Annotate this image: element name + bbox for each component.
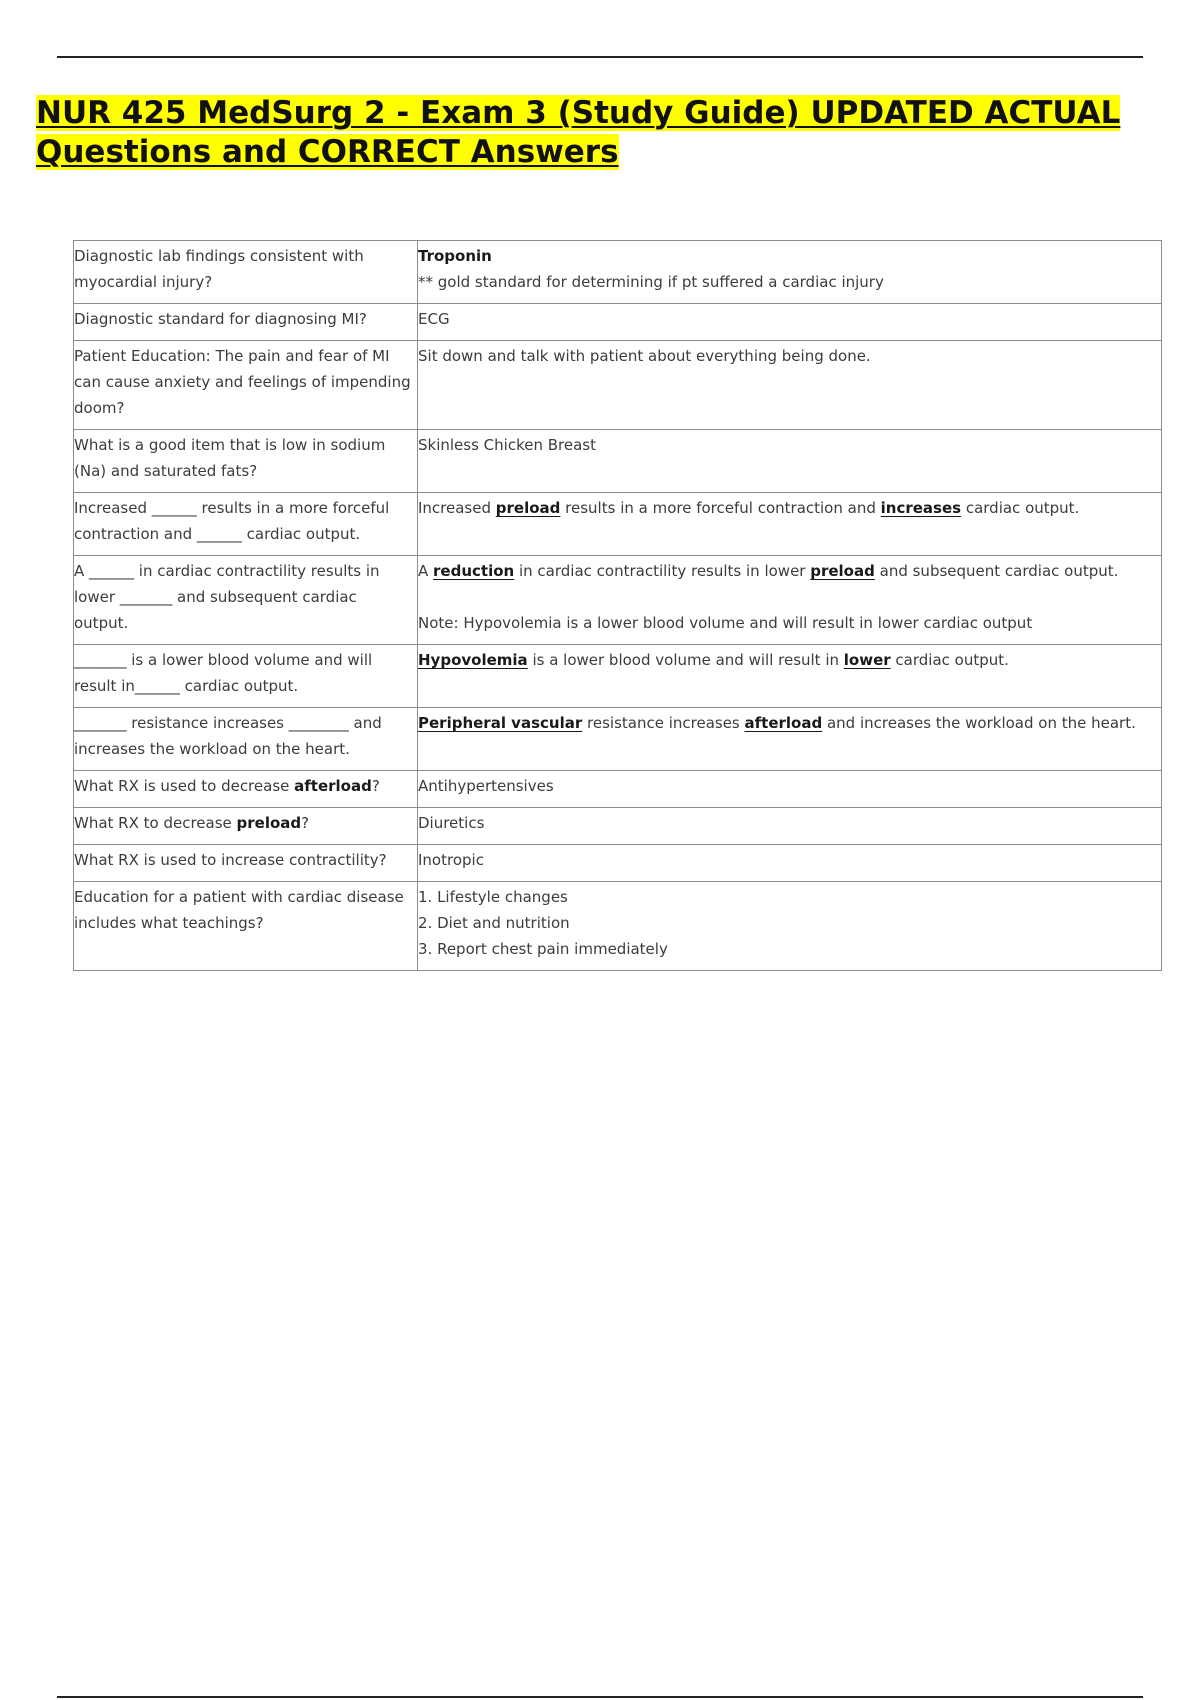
- answer-list-item: 1. Lifestyle changes: [418, 888, 568, 906]
- answer-text: resistance increases: [582, 714, 745, 732]
- question-keyword: afterload: [294, 777, 372, 795]
- answer-cell: [418, 241, 1162, 304]
- top-rule: [57, 56, 1143, 58]
- question-cell: What RX is used to increase contractility?: [74, 845, 418, 882]
- question-text: ?: [301, 814, 310, 832]
- table-row: [74, 808, 1162, 845]
- answer-text: and subsequent cardiac output.: [874, 562, 1119, 580]
- table-row: [74, 882, 1162, 971]
- question-text: ?: [371, 777, 380, 795]
- bottom-rule: [57, 1696, 1143, 1698]
- table-row: [74, 304, 1162, 341]
- answer-text: cardiac output.: [890, 651, 1009, 669]
- answer-keyword: preload: [810, 562, 875, 580]
- answer-text: A: [418, 562, 434, 580]
- answer-list-item: 3. Report chest pain immediately: [418, 940, 668, 958]
- answer-keyword: preload: [495, 499, 561, 517]
- answer-note: ** gold standard for determining if pt suffered a cardiac injury: [418, 273, 884, 291]
- answer-list-item: 2. Diet and nutrition: [418, 914, 570, 932]
- answer-text: cardiac output.: [961, 499, 1080, 517]
- answer-keyword: Peripheral vascular: [418, 714, 583, 732]
- table-row: [74, 771, 1162, 808]
- answer-cell: Sit down and talk with patient about everything being done.: [418, 341, 1162, 430]
- answer-keyword: Hypovolemia: [418, 651, 528, 669]
- answer-text: results in a more forceful contraction and: [560, 499, 881, 517]
- question-cell: A ______ in cardiac contractility results in lower _______ and subsequent cardiac output.: [74, 556, 418, 645]
- answer-cell: Diuretics: [418, 808, 1162, 845]
- question-text: What RX to decrease: [74, 814, 237, 832]
- answer-cell: [418, 708, 1162, 771]
- table-row: [74, 845, 1162, 882]
- answer-text: and increases the workload on the heart.: [822, 714, 1136, 732]
- table-row: [74, 430, 1162, 493]
- answer-keyword: increases: [880, 499, 962, 517]
- table-row: [74, 493, 1162, 556]
- question-cell: _______ resistance increases ________ and increases the workload on the heart.: [74, 708, 418, 771]
- question-keyword: preload: [236, 814, 302, 832]
- answer-cell: [418, 645, 1162, 708]
- table-row: [74, 645, 1162, 708]
- question-text: What RX is used to decrease: [74, 777, 295, 795]
- answer-note: Note: Hypovolemia is a lower blood volume and will result in lower cardiac output: [418, 614, 1033, 632]
- table-row: [74, 341, 1162, 430]
- page-title-text: NUR 425 MedSurg 2 - Exam 3 (Study Guide) UPDATED ACTUAL Questions and CORRECT Answers: [36, 95, 1121, 170]
- question-cell: Increased ______ results in a more forceful contraction and ______ cardiac output.: [74, 493, 418, 556]
- answer-text: is a lower blood volume and will result in: [527, 651, 844, 669]
- answer-cell: Skinless Chicken Breast: [418, 430, 1162, 493]
- answer-keyword: reduction: [433, 562, 515, 580]
- answer-cell: [418, 493, 1162, 556]
- question-cell: [74, 771, 418, 808]
- answer-sentence: [418, 558, 1155, 584]
- question-cell: [74, 808, 418, 845]
- question-cell: Diagnostic lab findings consistent with myocardial injury?: [74, 241, 418, 304]
- question-cell: Patient Education: The pain and fear of MI can cause anxiety and feelings of impending doom?: [74, 341, 418, 430]
- qa-table: [73, 240, 1162, 971]
- answer-bold: Troponin: [418, 247, 492, 265]
- answer-text: Increased: [418, 499, 496, 517]
- answer-cell: Antihypertensives: [418, 771, 1162, 808]
- answer-cell: ECG: [418, 304, 1162, 341]
- table-row: [74, 241, 1162, 304]
- answer-keyword: afterload: [744, 714, 823, 732]
- question-cell: Education for a patient with cardiac disease includes what teachings?: [74, 882, 418, 971]
- table-row: [74, 708, 1162, 771]
- page-title: [36, 94, 1166, 172]
- answer-cell: [418, 882, 1162, 971]
- answer-cell: [418, 556, 1162, 645]
- answer-cell: Inotropic: [418, 845, 1162, 882]
- question-cell: _______ is a lower blood volume and will result in______ cardiac output.: [74, 645, 418, 708]
- spacer: [418, 584, 1155, 610]
- question-cell: What is a good item that is low in sodium (Na) and saturated fats?: [74, 430, 418, 493]
- question-cell: Diagnostic standard for diagnosing MI?: [74, 304, 418, 341]
- answer-keyword: lower: [843, 651, 891, 669]
- table-row: [74, 556, 1162, 645]
- answer-text: in cardiac contractility results in lower: [514, 562, 811, 580]
